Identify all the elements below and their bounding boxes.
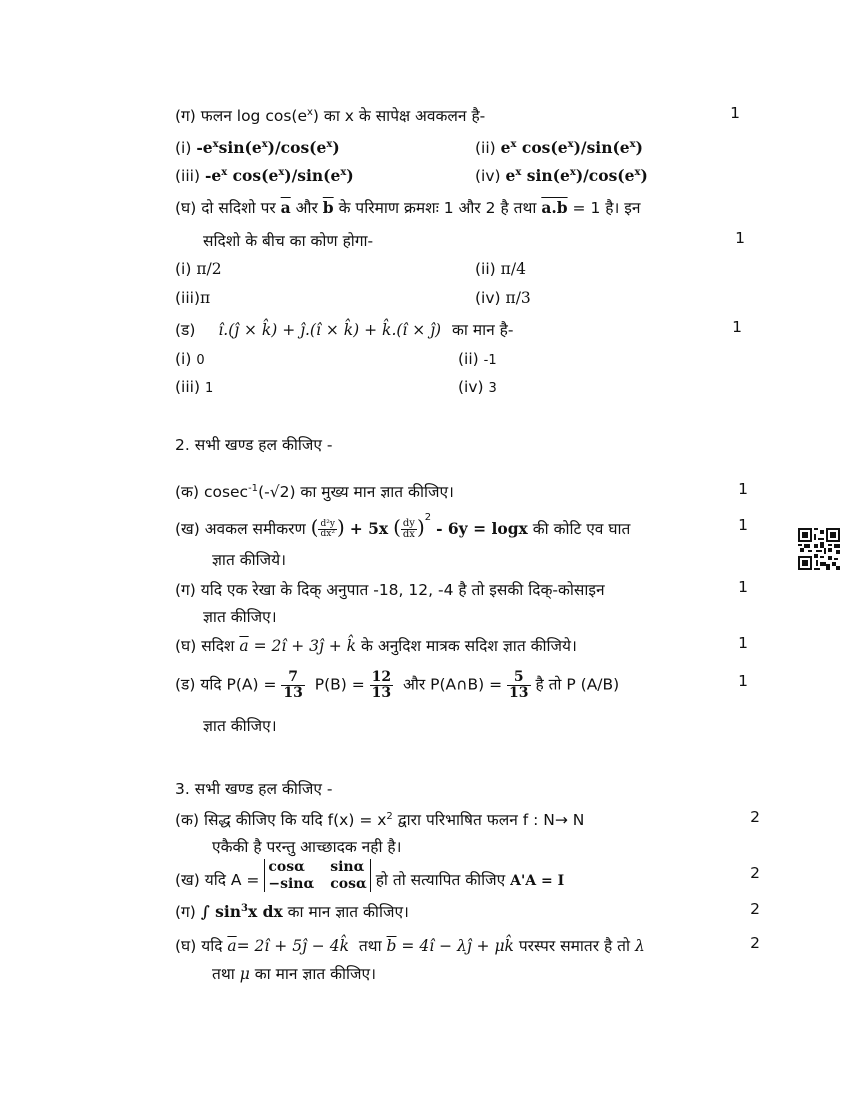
q1g-opt1: (i) $-e^x\sin(e^x)/\cos(e^x)$ — [175, 138, 340, 157]
q2gh-marks: 1 — [738, 634, 748, 652]
q3g-line: (ग) ∫ $\sin^3x$ dx का मान ज्ञात कीजिए। — [175, 902, 409, 921]
q1gh-opt2: (ii) π/4 — [475, 260, 526, 278]
q1d-opt2: (ii) -1 — [458, 350, 497, 368]
section3-heading: 3. सभी खण्ड हल कीजिए - — [175, 780, 333, 798]
q1d-line: (ड) î.(ĵ × k̂) + ĵ.(î × k̂) + k̂.(î × ĵ) का मान है- — [175, 321, 514, 339]
q3g-marks: 2 — [750, 900, 760, 918]
q2gh-line: (घ) सदिश $\overline{a}$ = 2î + 3ĵ + k̂ के अनुदिश मात्रक सदिश ज्ञात कीजिये। — [175, 637, 577, 655]
q1d-expr: î.(ĵ × k̂) + ĵ.(î × k̂) + k̂.(î × ĵ) — [218, 321, 442, 339]
q2kh-line1: (ख) अवकल समीकरण ( $\frac{\text{d²y}}{\text{dx²}}$ ) + 5x ( $\frac{dy}{dx}$ )$^2$ - 6y = logx की कोटि एव घात — [175, 512, 631, 540]
q2k-marks: 1 — [738, 480, 748, 498]
q3kh-marks: 2 — [750, 864, 760, 882]
section2-heading: 2. सभी खण्ड हल कीजिए - — [175, 436, 333, 454]
q1g-opt3: (iii) $-e^x$ $\cos(e^x)/\sin(e^x)$ — [175, 166, 354, 185]
q3k-marks: 2 — [750, 808, 760, 826]
q1d-marks: 1 — [732, 318, 742, 336]
qr-code-icon — [798, 528, 840, 570]
q1g-opt2: (ii) $e^x$ $\cos(e^x)/\sin(e^x)$ — [475, 138, 643, 157]
q1g-pre: फलन — [200, 107, 232, 125]
q3gh-line2: तथा μ का मान ज्ञात कीजिए। — [212, 965, 376, 983]
matrix-a: cosα sinα −sinα cosα — [264, 859, 370, 891]
q1gh-opt4: (iv) π/3 — [475, 289, 531, 307]
q2kh-line2: ज्ञात कीजिये। — [212, 551, 287, 569]
q1gh-opt3: (iii)π — [175, 289, 211, 307]
q1d-opt4: (iv) 3 — [458, 378, 497, 396]
q1g-label: (ग) — [175, 107, 196, 125]
q1d-opt1: (i) 0 — [175, 350, 205, 368]
q3kh-line: (ख) यदि A = cosα sinα −sinα cosα हो तो सत्यापित कीजिए A'A = I — [175, 859, 565, 892]
vector-ab: a.b — [541, 198, 568, 217]
q3gh-line1: (घ) यदि $\overline{a}=$ 2î + 5ĵ − 4k̂ तथा $\overline{b}$ = 4î − λĵ + μk̂ परस्पर समातर है तो λ — [175, 937, 645, 955]
q1g-func: $\log \cos(e^x)$ — [236, 106, 319, 125]
q3k-line2: एकैकी है परन्तु आच्छादक नही है। — [212, 838, 402, 856]
q3k-line1: (क) सिद्ध कीजिए कि यदि $f(x) = x^2$ द्वारा परिभाषित फलन f : N→ N — [175, 810, 585, 829]
vector-b: $\overline{b}$ — [322, 198, 334, 217]
q1g-opt4: (iv) $e^x$ $\sin(e^x)/\cos(e^x)$ — [475, 166, 648, 185]
q1g-marks: 1 — [730, 104, 740, 122]
vector-a: $\overline{a}$ — [280, 198, 291, 217]
q1gh-marks: 1 — [735, 229, 745, 247]
q2g-line1: (ग) यदि एक रेखा के दिक् अनुपात -18, 12, -4 है तो इसकी दिक्-कोसाइन — [175, 581, 605, 599]
q1g-post: का x के सापेक्ष अवकलन है- — [323, 107, 486, 125]
q2d-marks: 1 — [738, 672, 748, 690]
q2k-line: (क) cosec$^{-1}$(-√2) का मुख्य मान ज्ञात कीजिए। — [175, 482, 454, 501]
q1gh-opt1: (i) π/2 — [175, 260, 222, 278]
q3gh-marks: 2 — [750, 934, 760, 952]
q2kh-marks: 1 — [738, 516, 748, 534]
q1d-opt3: (iii) 1 — [175, 378, 214, 396]
q2d-line1: (ड) यदि P(A) = $\frac{7}{13}$ P(B) = $\frac{12}{13}$ और P(A∩B) = $\frac{5}{13}$ है तो P (A/B) — [175, 669, 620, 701]
q1gh-line2: सदिशो के बीच का कोण होगा- — [203, 232, 374, 250]
q1g-line — [175, 104, 485, 126]
q1gh-line1: (घ) दो सदिशो पर $\overline{a}$ और $\overline{b}$ के परिमाण क्रमशः 1 और 2 है तथा a.b = 1 है। इन — [175, 198, 641, 217]
q2g-line2: ज्ञात कीजिए। — [203, 608, 277, 626]
q2d-line2: ज्ञात कीजिए। — [203, 717, 277, 735]
q2g-marks: 1 — [738, 578, 748, 596]
